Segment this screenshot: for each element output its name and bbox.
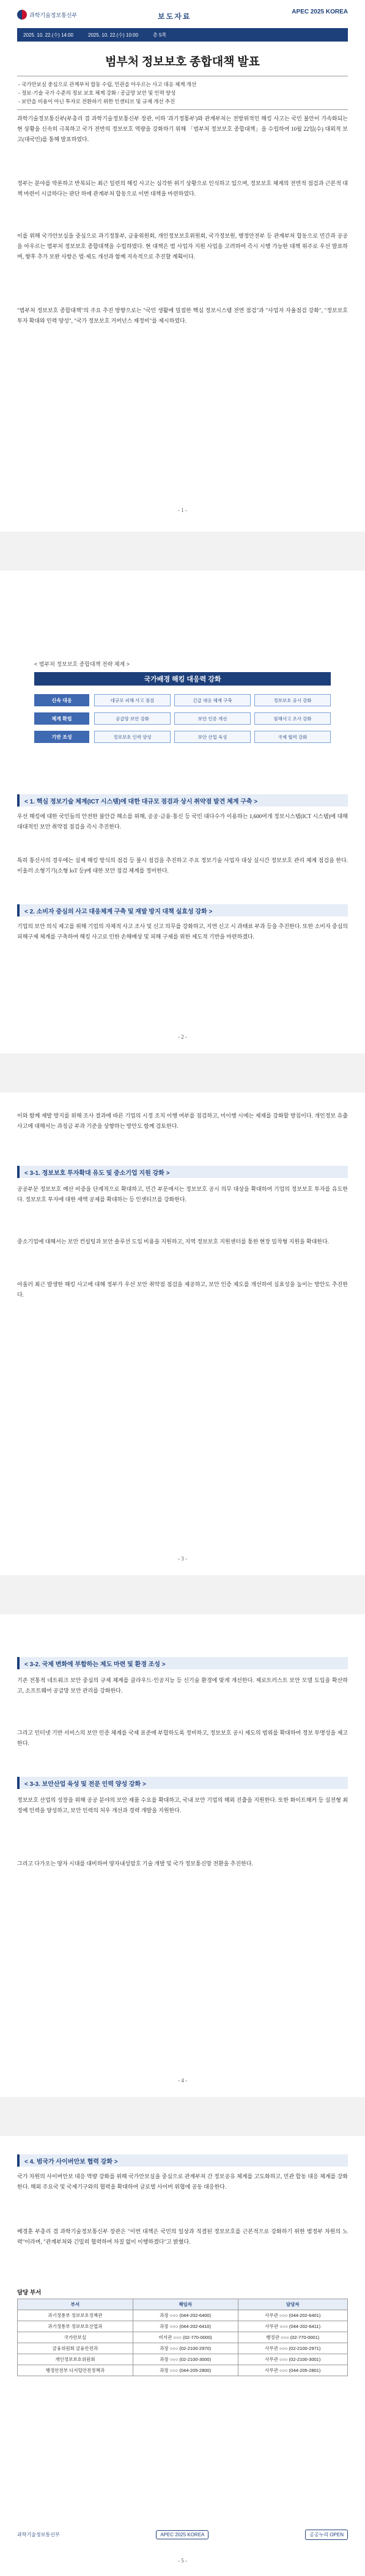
table-cell: 과장 ○○○ (044-202-6410) <box>133 2321 238 2332</box>
section-heading: < 2. 소비자 중심의 사고 대응체계 구축 및 재발 방지 대책 실효성 강화 > <box>17 904 348 917</box>
table-cell: 금융위원회 금융안전과 <box>18 2343 133 2354</box>
diagram-tag: 신속 대응 <box>34 694 89 706</box>
diagram-cell: 보안 인증 개선 <box>174 712 251 725</box>
body-paragraph: 이를 위해 국가안보실을 중심으로 과기정통부, 금융위원회, 개인정보보호위원회, 국가정보원, 행정안전부 등 관계부처 합동으로 민간과 공공을 아우르는 범부처 정보보호 종합대책을 수립하였다. 현 대책은 범 사업자 지원 사업을 고려하여 즉시 시행 가능한 대책 위주로 우선 발표하며, 향후 추가 보완 사항은 법·제도 개선과 함께 지속적으로 추진할 계획이다. <box>17 233 348 260</box>
table-row <box>18 2343 348 2354</box>
table-header-row <box>18 2299 348 2310</box>
diagram-title: 국가배경 해킹 대응력 강화 <box>34 672 331 686</box>
body-paragraph: 이와 함께 재발 방지를 위해 조사 결과에 따른 기업의 시정 조치 이행 여부를 점검하고, 미이행 시에는 제재를 강화할 방침이다. 개인정보 유출 사고에 대해서는 과징금 부과 기준을 상향하는 방안도 함께 검토한다. <box>17 1113 348 1129</box>
body-paragraph: 그리고 인터넷 기반 서비스의 보안 인증 체계를 국제 표준에 부합하도록 정비하고, 정보보호 공시 제도의 범위를 확대하여 정보 투명성을 제고한다. <box>17 1730 348 1746</box>
page-title: 범부처 정보보호 종합대책 발표 <box>105 56 260 68</box>
page-header <box>17 9 348 27</box>
section-heading: < 3-3. 보안산업 육성 및 전문 인력 양성 강화 > <box>17 1777 348 1789</box>
diagram-cell: 대규모 피해 사고 점검 <box>94 694 171 706</box>
diagram-caption: < 범부처 정보보호 종합대책 전략 체계 > <box>34 661 130 667</box>
apec-logo: APEC 2025 KOREA <box>292 9 348 15</box>
section-heading: < 3-2. 국제 변화에 부합하는 제도 마련 및 환경 조성 > <box>17 1657 348 1669</box>
contacts-table <box>17 2299 348 2376</box>
distribution-time: 2025. 10. 22.(수) 10:00 <box>88 32 139 38</box>
table-row <box>18 2365 348 2376</box>
body-paragraph: 국가 차원의 사이버안보 대응 역량 강화를 위해 국가안보실을 중심으로 관계부처 간 정보공유 체계를 고도화하고, 민관 합동 대응 체계를 강화한다. 해외 주요국 및 국제기구와의 협력을 확대하여 글로벌 사이버 위협에 공동 대응한다. <box>17 2173 348 2190</box>
diagram-cell: 긴급 대응 체계 구축 <box>174 694 251 706</box>
table-cell: 행정안전부 디지털안전정책과 <box>18 2365 133 2376</box>
body-paragraph: 그리고 다가오는 양자 시대를 대비하여 양자내성암호 기술 개발 및 국가 정보통신망 전환을 추진한다. <box>17 1861 253 1867</box>
page-footer <box>17 2527 348 2542</box>
body-paragraph: 정보보호 산업의 성장을 위해 공공 분야의 보안 제품 수요를 확대하고, 국내 보안 기업의 해외 진출을 지원한다. 또한 화이트해커 등 실전형 최정예 인력을 양성하고, 보안 인력의 처우 개선과 경력 개발을 지원한다. <box>17 1797 348 1813</box>
footer-ministry-logo: 과학기술정보통신부 <box>17 2531 60 2538</box>
table-row <box>18 2310 348 2321</box>
diagram-cell: 공급망 보안 강화 <box>94 712 171 725</box>
table-cell: 사무관 ○○○ (02-2100-2971) <box>238 2343 347 2354</box>
table-cell: 사무관 ○○○ (02-2100-3001) <box>238 2354 347 2365</box>
page-count: 총 5쪽 <box>153 32 167 38</box>
body-paragraph: 정부는 분야를 막론하고 반복되는 최근 일련의 해킹 사고는 심각한 위기 상황으로 인식하고 있으며, 정보보호 체계의 전면적 점검과 근본적 대책 마련이 시급하다는 판단 하에 관계부처 합동으로 이번 대책을 마련하였다. <box>17 180 348 197</box>
body-paragraph: 우선 해킹에 대한 국민들의 안전한 불안감 해소를 위해, 공공·금융·통신 등 국민 대다수가 이용하는 1,600여개 정보시스템(ICT 시스템)에 대해 대대적인 보안 취약점 점검을 즉시 추진한다. <box>17 813 348 830</box>
table-cell: 과기정통부 정보보호산업과 <box>18 2321 133 2332</box>
page-divider <box>0 1053 365 1092</box>
summary-box <box>17 76 348 110</box>
page-4 <box>0 1614 365 2097</box>
table-cell: 사무관 ○○○ (044-202-6411) <box>238 2321 347 2332</box>
open-license-badge: 공공누리 OPEN <box>305 2530 348 2540</box>
contacts-title: 담당 부서 <box>17 2289 42 2296</box>
table-row <box>18 2321 348 2332</box>
table-row <box>18 2354 348 2365</box>
body-paragraph: 아울러 최근 발생한 해킹 사고에 대해 정부가 우선 보안 취약점 점검을 제공하고, 보안 인증 제도를 개선하여 실효성을 높이는 방안도 추진한다. <box>17 1281 348 1298</box>
footer-apec-logo: APEC 2025 KOREA <box>156 2530 208 2539</box>
body-paragraph: 중소기업에 대해서는 보안 컨설팅과 보안 솔루션 도입 비용을 지원하고, 지역 정보보호 지원센터를 통한 현장 밀착형 지원을 확대한다. <box>17 1239 329 1245</box>
release-meta <box>17 28 348 42</box>
page-number: - 4 - <box>178 2077 187 2084</box>
section-heading: < 4. 범국가 사이버안보 협력 강화 > <box>17 2154 348 2167</box>
ministry-logo: 과학기술정보통신부 <box>17 10 77 20</box>
release-label: 보도자료 <box>158 12 191 21</box>
body-paragraph: 기업의 보안 의식 제고를 위해 기업의 자체적 사고 조사 및 신고 의무를 강화하고, 지연 신고 시 과태료 부과 등을 추진한다. 또한 소비자 중심의 피해구제 체계를 구축하여 해킹 사고로 인한 손해배상 및 피해 구제를 위한 제도적 기반을 마련하겠다. <box>17 923 348 940</box>
diagram-tag: 체계 확립 <box>34 712 89 725</box>
page-3 <box>0 1092 365 1575</box>
diagram-cell: 국제 협력 강화 <box>254 731 331 743</box>
page-divider <box>0 1575 365 1614</box>
table-cell: 개인정보보호위원회 <box>18 2354 133 2365</box>
table-cell: 과장 ○○○ (02-2100-2970) <box>133 2343 238 2354</box>
summary-item: - 보안을 비용이 아닌 투자로 전환하기 위한 인센티브 및 규제 개선 추진 <box>18 98 175 104</box>
table-cell: 과기정통부 정보보호정책관 <box>18 2310 133 2321</box>
page-number: - 2 - <box>178 1034 187 1040</box>
page-1 <box>0 0 365 532</box>
page-number: - 3 - <box>178 1556 187 1562</box>
diagram-cell: 정보보호 인력 양성 <box>94 731 171 743</box>
page-number: - 5 - <box>178 2558 187 2564</box>
summary-item: - 국가안보실 중심으로 관계부처 합동 수립, 민관을 아우르는 사고 대응 체계 개선 <box>18 81 197 87</box>
page-divider <box>0 532 365 571</box>
table-cell: 과장 ○○○ (044-202-6400) <box>133 2310 238 2321</box>
body-paragraph: 특히 통신사의 경우에는 실제 해킹 방식의 점검 등 불시 점검을 추진하고 주요 정보기술 사업자 대상 실시간 정보보호 관리 체계 점검을 한다. 이울러 소형기기(소형 IoT 등)에 대한 보안 점검 체계를 정비한다. <box>17 857 348 874</box>
column-header: 책임자 <box>133 2299 238 2310</box>
diagram-cell: 정보보호 공시 강화 <box>254 694 331 706</box>
diagram-tag: 기반 조성 <box>34 731 89 743</box>
page-number: - 1 - <box>178 507 187 513</box>
table-cell: 국가안보실 <box>18 2332 133 2343</box>
table-cell: 사무관 ○○○ (044-205-2801) <box>238 2365 347 2376</box>
page-divider <box>0 2097 365 2136</box>
diagram-cell: 보안 산업 육성 <box>174 731 251 743</box>
column-header: 담당자 <box>238 2299 347 2310</box>
section-heading: < 3-1. 정보보호 투자확대 유도 및 중소기업 지원 강화 > <box>17 1166 348 1178</box>
summary-item: - 정보·기술 국가 수준의 정보 보호 체계 강화 / 공급망 보안 및 인력 양성 <box>18 90 176 96</box>
body-paragraph: 배경훈 부총리 겸 과학기술정보통신부 장관은 "이번 대책은 국민의 일상과 직결된 정보보호를 근본적으로 강화하기 위한 범정부 차원의 노력"이라며, "관계부처와 긴밀히 협력하여 차질 없이 이행하겠다"고 밝혔다. <box>17 2228 348 2245</box>
ministry-emblem-icon <box>17 10 27 20</box>
table-row <box>18 2332 348 2343</box>
table-cell: 행정관 ○○○ (02-770-0001) <box>238 2332 347 2343</box>
body-paragraph: 공공부문 정보보호 예산 비중을 단계적으로 확대하고, 민간 부문에서는 정보보호 공시 의무 대상을 확대하여 기업의 정보보호 투자를 유도한다. 정보보호 투자에 대한 세액 공제를 확대하는 등 인센티브를 강화한다. <box>17 1186 348 1202</box>
diagram-cell: 침해사고 조사 강화 <box>254 712 331 725</box>
section-heading: < 1. 핵심 정보기술 체계(ICT 시스템)에 대한 대규모 점검과 상시 취약점 발견 체계 구축 > <box>17 794 348 807</box>
table-cell: 사무관 ○○○ (044-202-6401) <box>238 2310 347 2321</box>
page-5 <box>0 2136 365 2576</box>
table-cell: 과장 ○○○ (044-205-2800) <box>133 2365 238 2376</box>
body-paragraph: 과학기술정보통신부(부총리 겸 과학기술정보통신부 장관, 이하 '과기정통부')와 관계부처는 전방위적인 해킹 사고는 국민 불안이 가속화되는 현 상황을 신속히 극복하고 국가 전반의 정보보호 역량을 강화하기 위해 「범부처 정보보호 종합대책」을 수립하여 10월 22일(수) 대외적 보고(대국민)를 통해 발표하였다. <box>17 115 348 142</box>
body-paragraph: 기존 전통적 네트워크 보안 중심의 규제 체계를 클라우드·인공지능 등 신기술 환경에 맞게 개선한다. 제로트러스트 보안 모델 도입을 확산하고, 소프트웨어 공급망 보안 관리를 강화한다. <box>17 1677 348 1694</box>
table-cell: 비서관 ○○○ (02-770-0000) <box>133 2332 238 2343</box>
table-cell: 과장 ○○○ (02-2100-3000) <box>133 2354 238 2365</box>
strategy-diagram <box>34 660 331 782</box>
body-paragraph: "범부처 정보보호 종합대책"의 주요 추진 방향으로는 "국민 생활에 밀접한 핵심 정보시스템 전면 점검"과 "사업자 자율점검 강화", "정보보호 투자 확대와 인력 양성", "국가 정보보호 거버넌스 재정비"를 제시하였다. <box>17 307 348 324</box>
column-header: 부서 <box>18 2299 133 2310</box>
release-time: 2025. 10. 22.(수) 14:00 <box>23 32 74 38</box>
